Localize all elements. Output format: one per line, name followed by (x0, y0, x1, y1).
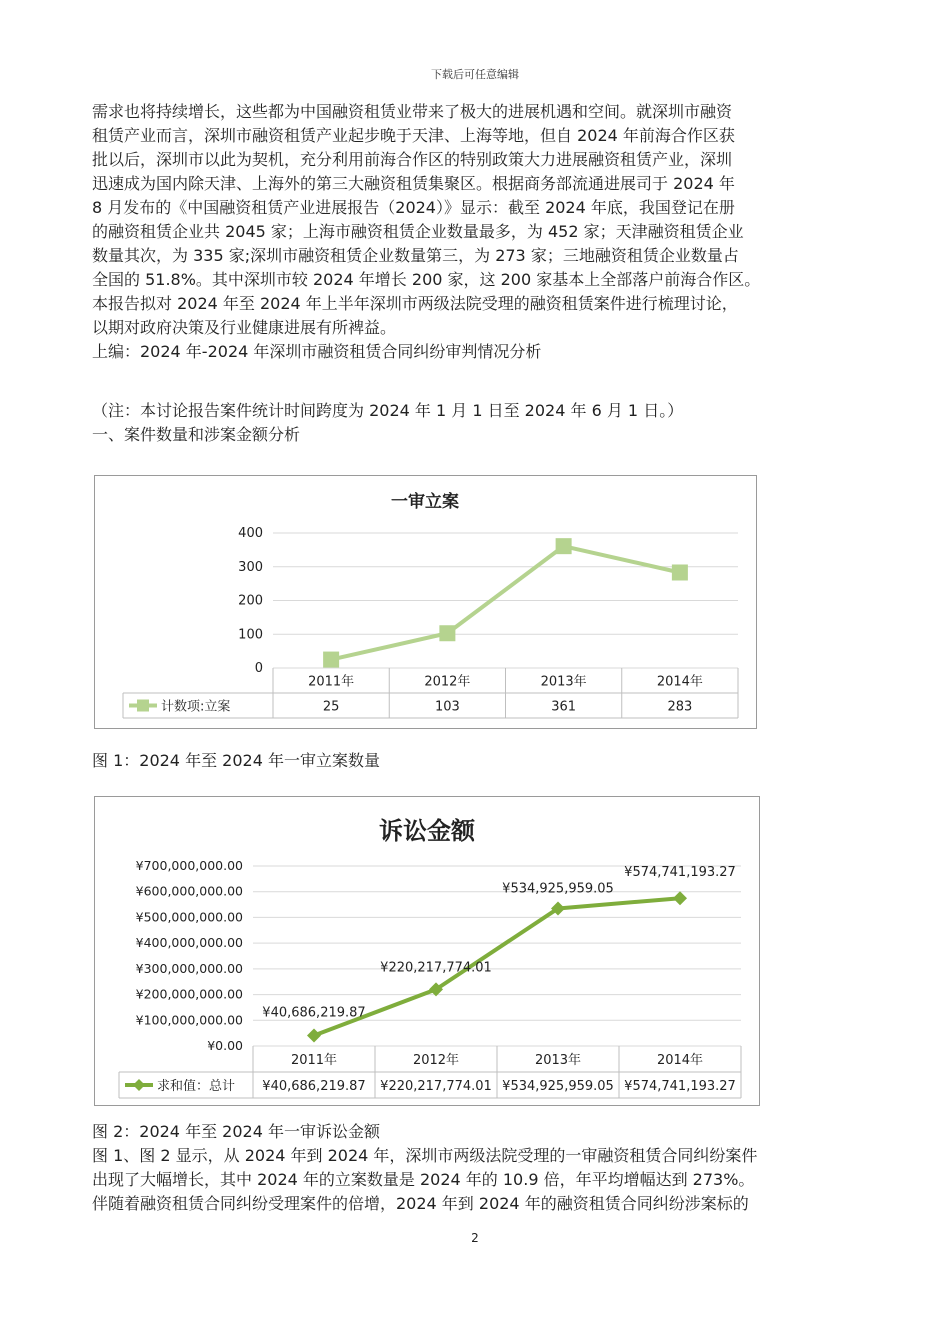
text-line: 本报告拟对 2024 年至 2024 年上半年深圳市两级法院受理的融资租赁案件进行梳理讨论， (92, 294, 738, 313)
data-point (439, 625, 455, 641)
chart-litigation-amount (94, 796, 760, 1106)
y-tick-label: ¥100,000,000.00 (135, 1012, 243, 1028)
analysis-paragraph (92, 1120, 862, 1216)
text-line: 迅速成为国内除天津、上海外的第三大融资租赁集聚区。根据商务部流通进展司于 2024 年 (92, 174, 735, 193)
data-label: ¥574,741,193.27 (624, 865, 736, 881)
chart-litigation-amount-svg (95, 797, 759, 1105)
y-tick-label: ¥600,000,000.00 (135, 883, 243, 899)
legend-marker (137, 700, 149, 712)
series-line (331, 546, 680, 659)
y-tick-label: ¥0.00 (207, 1038, 243, 1053)
text-line: 数量其次，为 335 家;深圳市融资租赁企业数量第三，为 273 家；三地融资租赁企业数量占 (92, 246, 739, 265)
data-label: ¥220,217,774.01 (380, 960, 492, 976)
table-value: ¥220,217,774.01 (380, 1079, 492, 1094)
x-category-label: 2013年 (540, 674, 587, 690)
legend-label: 计数项:立案 (161, 699, 231, 715)
header-note: 下载后可任意编辑 (431, 68, 519, 81)
part-heading: 上编：2024 年-2024 年深圳市融资租赁合同纠纷审判情况分析 (92, 342, 542, 361)
y-tick-label: 400 (238, 526, 263, 541)
figure-caption-2: 图 2：2024 年至 2024 年一审诉讼金额 (92, 1122, 380, 1141)
x-category-label: 2013年 (534, 1053, 582, 1068)
text-line: 全国的 51.8%。其中深圳市较 2024 年增长 200 家，这 200 家基本上全部落户前海合作区。 (92, 270, 761, 289)
table-value: ¥574,741,193.27 (624, 1079, 736, 1094)
chart-case-count-svg (95, 476, 756, 728)
intro-paragraph (92, 100, 862, 364)
y-tick-label: 300 (238, 559, 263, 575)
y-tick-label: ¥400,000,000.00 (135, 935, 243, 951)
y-tick-label: 0 (254, 661, 263, 676)
table-value: 103 (434, 699, 460, 715)
text-line: 以期对政府决策及行业健康进展有所裨益。 (92, 318, 397, 337)
x-category-label: 2012年 (424, 674, 471, 690)
series-line (314, 898, 680, 1035)
text-line: 伴随着融资租赁合同纠纷受理案件的倍增，2024 年到 2024 年的融资租赁合同纠纷涉案标的 (92, 1194, 749, 1213)
table-value: ¥40,686,219.87 (262, 1079, 366, 1094)
x-category-label: 2011年 (308, 674, 355, 690)
text-line: 出现了大幅增长，其中 2024 年的立案数量是 2024 年的 10.9 倍，年平均增幅达到 273%。 (92, 1170, 755, 1189)
chart-title: 一审立案 (391, 492, 459, 512)
y-tick-label: 100 (238, 627, 263, 643)
text-line: 租赁产业而言，深圳市融资租赁产业起步晚于天津、上海等地，但自 2024 年前海合作区获 (92, 126, 735, 145)
y-tick-label: ¥300,000,000.00 (135, 960, 243, 976)
chart-title: 诉讼金额 (379, 817, 475, 845)
x-category-label: 2011年 (290, 1053, 338, 1068)
table-value: 361 (551, 699, 577, 715)
section-heading: 一、案件数量和涉案金额分析 (92, 425, 301, 444)
page-number: 2 (471, 1231, 479, 1245)
figure-caption-1: 图 1：2024 年至 2024 年一审立案数量 (92, 751, 380, 770)
x-category-label: 2014年 (656, 1053, 704, 1068)
data-point (672, 564, 688, 580)
y-tick-label: ¥500,000,000.00 (135, 909, 243, 925)
y-tick-label: ¥700,000,000.00 (135, 858, 243, 873)
text-line: 8 月发布的《中国融资租赁产业进展报告（2024）》显示：截至 2024 年底，我国登记在册 (92, 198, 735, 217)
data-point (307, 1029, 321, 1043)
table-value: ¥534,925,959.05 (502, 1079, 614, 1094)
data-label: ¥40,686,219.87 (262, 1005, 366, 1021)
x-category-label: 2012年 (412, 1053, 460, 1068)
data-point (673, 891, 687, 905)
table-value: 25 (322, 699, 340, 715)
data-label: ¥534,925,959.05 (502, 881, 614, 897)
legend-marker (133, 1079, 145, 1091)
text-line: 批以后，深圳市以此为契机，充分利用前海合作区的特别政策大力进展融资租赁产业，深圳 (92, 150, 733, 169)
text-line: 图 1、图 2 显示，从 2024 年到 2024 年，深圳市两级法院受理的一审融资租赁合同纠纷案件 (92, 1146, 758, 1165)
table-value: 283 (667, 699, 693, 715)
chart-case-count (94, 475, 757, 729)
y-tick-label: 200 (238, 593, 263, 609)
data-point (323, 652, 339, 668)
text-line: 的融资租赁企业共 2045 家；上海市融资租赁企业数量最多，为 452 家；天津融资租赁企业 (92, 222, 744, 241)
y-tick-label: ¥200,000,000.00 (135, 986, 243, 1002)
text-line: 需求也将持续增长，这些都为中国融资租赁业带来了极大的进展机遇和空间。就深圳市融资 (92, 102, 733, 121)
data-point (556, 538, 572, 554)
note-line: （注：本讨论报告案件统计时间跨度为 2024 年 1 月 1 日至 2024 年 6 月 1 日。） (92, 401, 684, 420)
x-category-label: 2014年 (656, 674, 703, 690)
legend-label: 求和值：总计 (157, 1079, 236, 1094)
note-block (92, 399, 862, 447)
